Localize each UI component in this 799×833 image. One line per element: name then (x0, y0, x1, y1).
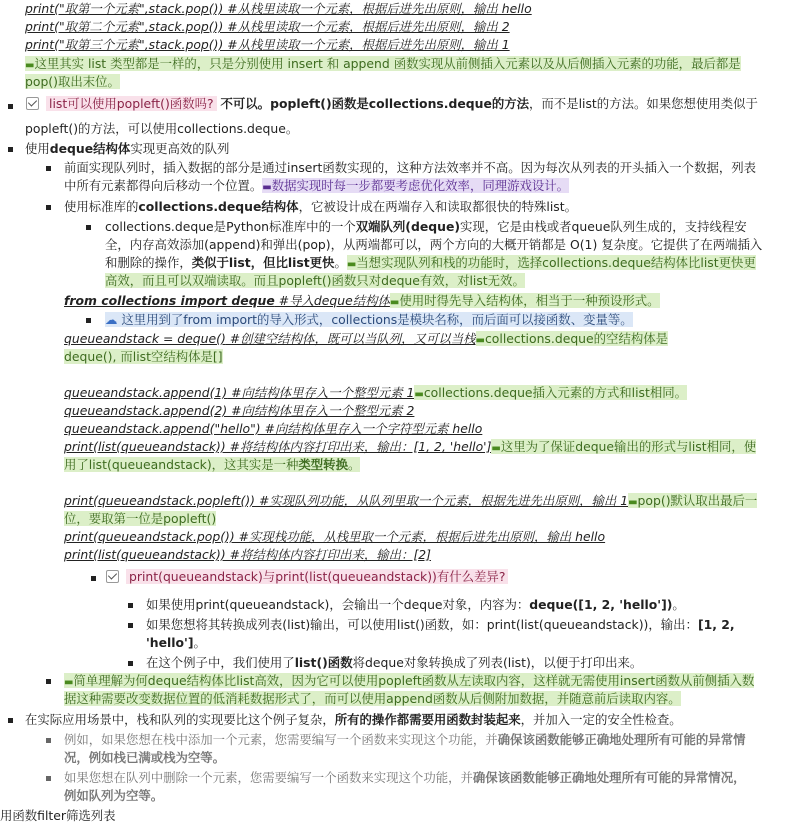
code-pop: print(queueandstack.pop()) #实现栈功能，从栈里取一个元素，根据后进先出原则，输出 hello (64, 529, 606, 544)
answer-1: 如果使用print(queueandstack)，会输出一个deque对象，内容为：deque([1, 2, 'hello'])。 (146, 597, 685, 612)
question-print-diff: print(queueandstack)与print(list(queueandstack))有什么差异? (126, 568, 508, 586)
comment-icon: ▬ (346, 259, 357, 270)
code-line-2: print("取第二个元素",stack.pop()) #从栈里读取一个元素，根据后进先出原则，输出 2 (25, 19, 510, 34)
paragraph-deque-desc: collections.deque是Python标准库中的一个双端队列(deque)实现，它是由栈或者queue队列生成的，支持线程安 (105, 219, 747, 234)
bullet (8, 718, 13, 723)
code-popleft-note: 位，要取第一位是popleft() (64, 511, 217, 526)
summary-note-cont: 据这种需要改变数据位置的低消耗数据形式了，而可以使用append函数从后侧附加数据，并随意前后读取内容。 (64, 691, 681, 706)
cloud-icon: ☁ (105, 312, 118, 327)
next-section-title: 用函数filter筛选列表 (0, 808, 116, 823)
question-popleft: list可以使用popleft()函数吗? 不可以。popleft()函数是collections.deque的方法，而不是list的方法。如果您想使用类似于 (46, 95, 758, 113)
comment-icon: ▬ (262, 182, 272, 193)
code-deque-create-note: deque(), 而list空结构体是[] (64, 349, 223, 364)
bullet (128, 661, 133, 666)
bullet (46, 679, 51, 684)
code-popleft: print(queueandstack.popleft()) #实现队列功能，从队列里取一个元素，根据先进先出原则，输出 1▬pop()默认取出最后一 (64, 493, 758, 508)
comment-icon: ▬ (491, 443, 501, 454)
comment-icon: ▬ (414, 389, 424, 400)
bullet (46, 166, 51, 171)
comment-icon: ▬ (25, 60, 35, 71)
code-print-list: print(list(queueandstack)) #将结构体内容打印出来，输出：[1, 2, 'hello']▬这里为了保证deque输出的形式与list相同，使 (64, 439, 757, 454)
code-line-1: print("取第一个元素",stack.pop()) #从栈里读取一个元素，根据后进先出原则，输出 hello (25, 1, 532, 16)
import-line: from collections import deque #导入deque结构体▬使用时得先导入结构体，相当于一种预设形式。 (64, 293, 660, 308)
comment-note-1: ▬这里其实 list 类型都是一样的，只是分别使用 insert 和 append 函数实现从前侧插入元素以及从后侧插入元素的功能，最后都是 (25, 56, 741, 71)
checkbox-icon[interactable] (26, 97, 39, 110)
bullet (8, 104, 13, 109)
checkbox-icon[interactable] (106, 570, 119, 583)
bullet (91, 576, 96, 581)
bullet (86, 225, 91, 230)
comment-icon: ▬ (475, 335, 485, 346)
paragraph-deque-desc-3: 和删除的操作，类似于list，但比list更快。▬当想实现队列和栈的功能时，选择collections.deque结构体比list更快更 (105, 255, 756, 270)
answer-2-cont: 'hello']。 (146, 635, 206, 650)
code-append-1: queueandstack.append(1) #向结构体里存入一个整型元素 1▬collections.deque插入元素的方式和list相同。 (64, 385, 688, 400)
example-stack: 例如，如果您想在栈中添加一个元素，您需要编写一个函数来实现这个功能，并确保该函数能够正确地处理所有可能的异常情 (64, 732, 746, 747)
comment-note-1-cont: pop()取出末位。 (25, 74, 120, 89)
bullet (128, 603, 133, 608)
deque-heading: 使用deque结构体实现更高效的队列 (25, 141, 230, 156)
paragraph-deque-desc-2: 全，内存高效添加(append)和弹出(pop)，从两端都可以，两个方向的大概开销都是 O(1) 复杂度。它提供了在两端插入 (105, 237, 763, 252)
code-append-2: queueandstack.append(2) #向结构体里存入一个整型元素 2 (64, 403, 415, 418)
real-world-note: 在实际应用场景中，栈和队列的实现要比这个例子复杂，所有的操作都需要用函数封装起来，并加入一定的安全性检查。 (25, 712, 682, 727)
bullet (46, 738, 51, 743)
bullet (46, 776, 51, 781)
code-append-hello: queueandstack.append("hello") #向结构体里存入一个字符型元素 hello (64, 421, 483, 436)
answer-3: 在这个例子中，我们使用了list()函数将deque对象转换成了列表(list)，以便于打印出来。 (146, 655, 643, 670)
paragraph-deque-intro: 使用标准库的collections.deque结构体，它被设计成在两端存入和读取都很快的特殊list。 (64, 199, 577, 214)
comment-icon: ▬ (64, 677, 74, 688)
bullet (86, 318, 91, 323)
paragraph-insert-efficiency: 前面实现队列时，插入数据的部分是通过insert函数实现的，这种方法效率并不高。因为每次从列表的开头插入一个数据，列表 (64, 160, 757, 175)
answer-2: 如果您想将其转换成列表(list)输出，可以使用list()函数，如：print(list(queueandstack))，输出：[1, 2, (146, 617, 735, 632)
summary-note: ▬简单理解为何deque结构体比list高效，因为它可以使用popleft函数从左读取内容，这样就无需使用insert函数从前侧插入数 (64, 673, 755, 688)
paragraph-deque-desc-4: 高效，而且可以双端读取。而且popleft()函数只对deque有效，对list无效。 (105, 273, 525, 288)
code-line-3: print("取第三个元素",stack.pop()) #从栈里读取一个元素，根据后进先出原则，输出 1 (25, 37, 510, 52)
question-popleft-cont: popleft()的方法，可以使用collections.deque。 (25, 121, 299, 136)
paragraph-insert-efficiency-cont: 中所有元素都得向后移动一个位置。▬数据实现时每一步都要考虑优化效率，同理游戏设计。 (64, 178, 570, 193)
code-print-final: print(list(queueandstack)) #将结构体内容打印出来，输出：[2] (64, 547, 432, 562)
import-sub-note: ☁ 这里用到了from import的导入形式，collections是模块名称，而后面可以接函数、变量等。 (105, 312, 633, 327)
example-queue-cont: 例如队列为空等。 (64, 788, 164, 803)
bullet (128, 623, 133, 628)
bullet (8, 147, 13, 152)
code-deque-create: queueandstack = deque() #创建空结构体，既可以当队列，又可以当栈▬collections.deque的空结构体是 (64, 331, 669, 346)
example-stack-cont: 况，例如栈已满或栈为空等。 (64, 750, 226, 765)
comment-icon: ▬ (389, 297, 400, 308)
code-print-list-note: 用了list(queueandstack)，这其实是一种类型转换。 (64, 457, 361, 472)
comment-icon: ▬ (628, 497, 638, 508)
bullet (46, 205, 51, 210)
example-queue: 如果您想在队列中删除一个元素，您需要编写一个函数来实现这个功能，并确保该函数能够正确地处理所有可能的异常情况， (64, 770, 746, 785)
